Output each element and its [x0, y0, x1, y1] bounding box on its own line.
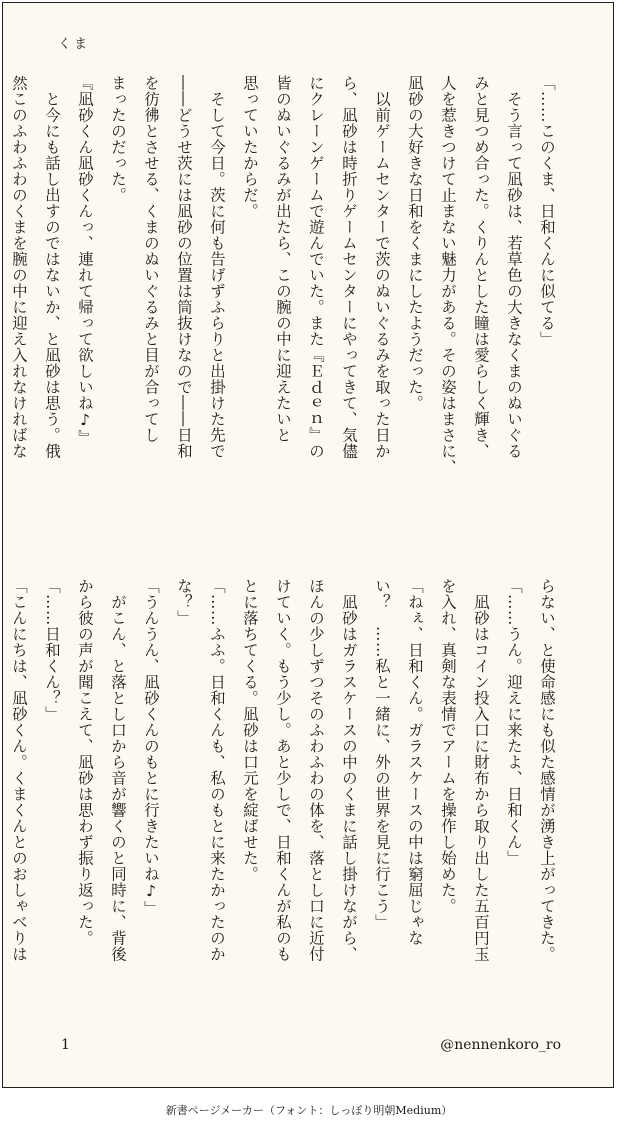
page-number: 1	[61, 1037, 70, 1053]
text-line: ほんの少しずつそのふわふわの体を、落とし口に近付	[307, 578, 325, 962]
lower-text-block	[10, 578, 563, 1034]
text-line: がこん、と落とし口から音が響くのと同時に、背後	[109, 578, 127, 962]
text-line: 「……このくま、日和くんに似てる」	[538, 75, 556, 347]
maker-credit: 新書ページメーカー（フォント：しっぽり明朝Medium）	[165, 1104, 453, 1117]
text-line: 凪砂の大好きな日和をくまにしたようだった。	[406, 75, 424, 411]
text-line: を彷彿とさせる、くまのぬいぐるみと目が合ってし	[142, 75, 160, 443]
text-line: 「こんにちは、凪砂くん。くまくんとのおしゃべりは	[10, 578, 28, 962]
text-line: そして今日。茨に何も告げずふらりと出掛けた先で	[208, 75, 226, 459]
text-line: 以前ゲームセンターで茨のぬいぐるみを取った日か	[373, 75, 391, 459]
text-line: 『凪砂くん凪砂くんっ、連れて帰って欲しいね♪』	[76, 75, 94, 446]
text-line: と今にも話し出すのではないか、と凪砂は思う。俄	[43, 75, 61, 459]
text-line: にクレーンゲームで遊んでいた。また『Ｅｄｅｎ』の	[307, 75, 325, 459]
text-line: 然このふわふわのくまを腕の中に迎え入れなければな	[10, 75, 28, 459]
text-line: 「ねぇ、日和くん。ガラスケースの中は窮屈じゃな	[406, 578, 424, 946]
text-line: 思っていたからだ。	[241, 75, 259, 219]
text-line: ――どうせ茨には凪砂の位置は筒抜けなので――日和	[175, 75, 193, 459]
text-line: を入れ、真剣な表情でアームを操作し始めた。	[439, 578, 457, 914]
text-line: な？」	[175, 578, 193, 626]
text-line: そう言って凪砂は、若草色の大きなくまのぬいぐる	[505, 75, 523, 459]
running-head: くま	[58, 37, 91, 52]
text-line: い？ ……私と一緒に、外の世界を見に行こう」	[373, 578, 391, 930]
text-line: みと見つめ合った。くりんとした瞳は愛らしく輝き、	[472, 75, 490, 459]
text-line: 凪砂はガラスケースの中のくまに話し掛けながら、	[340, 578, 358, 962]
text-line: まったのだった。	[109, 75, 127, 203]
text-line: 凪砂はコイン投入口に財布から取り出した五百円玉	[472, 578, 490, 962]
text-line: 「……うん。迎えに来たよ、日和くん」	[505, 578, 523, 866]
text-line: から彼の声が聞こえて、凪砂は思わず振り返った。	[76, 578, 94, 946]
text-line: 皆のぬいぐるみが出たら、この腕の中に迎えたいと	[274, 75, 292, 443]
upper-text-block	[10, 75, 563, 531]
book-page	[2, 2, 614, 1088]
text-line: 「……ふふ。日和くんも、私のもとに来たかったのか	[208, 578, 226, 962]
text-line: とに落ちてくる。凪砂は口元を綻ばせた。	[241, 578, 259, 882]
text-line: 「うんうん、凪砂くんのもとに行きたいね♪」	[142, 578, 160, 917]
text-line: 「……日和くん？」	[43, 578, 61, 722]
text-line: らない、と使命感にも似た感情が湧き上がってきた。	[538, 578, 556, 962]
text-line: 人を惹きつけて止まない魅力がある。その姿はまさに、	[439, 75, 457, 475]
text-line: けていく。もう少し。あと少しで、日和くんが私のも	[274, 578, 292, 962]
text-line: ら、凪砂は時折りゲームセンターにやってきて、気儘	[340, 75, 358, 459]
author-handle: @nennenkoro_ro	[440, 1037, 561, 1053]
